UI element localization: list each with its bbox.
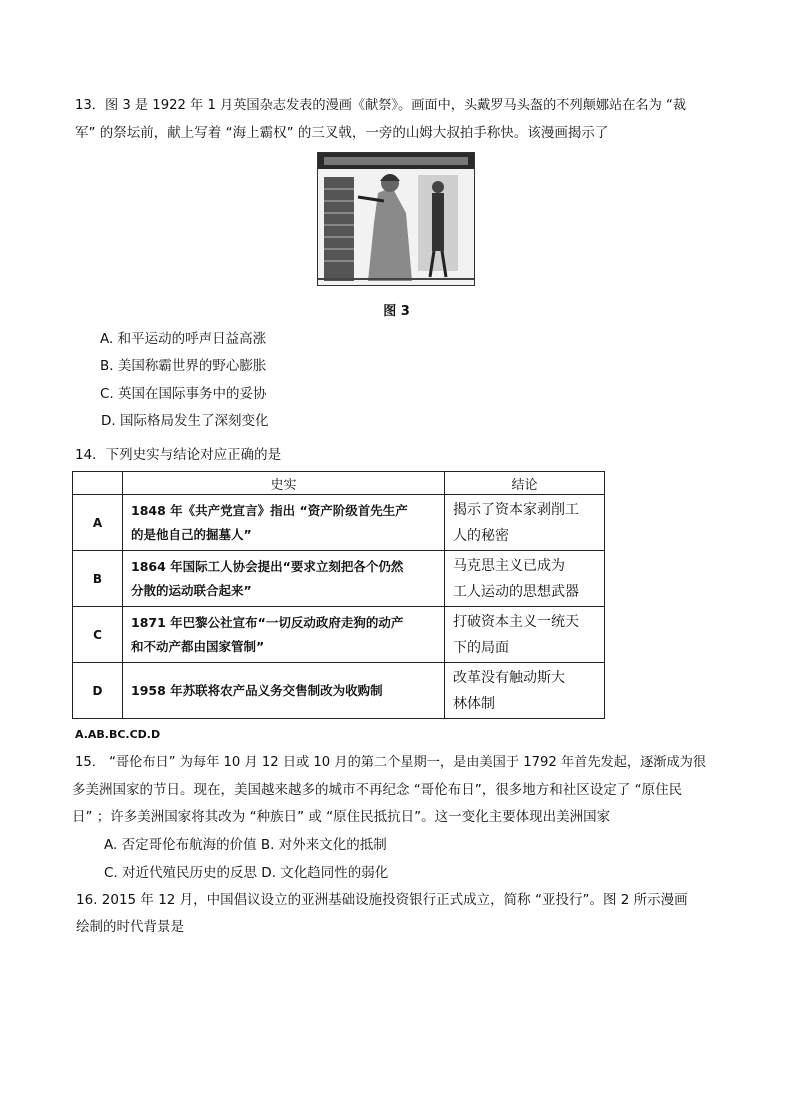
q15-stem-line-3: 日” ；许多美洲国家将其改为 “种族日” 或 “原住民抵抗日”。这一变化主要体现出美洲国家 xyxy=(72,809,611,825)
header-fact: 史实 xyxy=(123,472,445,495)
row-conclusion-line-1: 马克思主义已成为 xyxy=(453,557,565,574)
facts-table xyxy=(72,471,605,719)
row-fact-line-2: 分散的运动联合起来” xyxy=(131,582,252,598)
cartoon-drawing xyxy=(318,153,474,285)
table-row xyxy=(73,495,605,551)
cartoon-illustration xyxy=(317,152,475,286)
header-blank xyxy=(73,472,123,495)
figure-caption: 图 3 xyxy=(383,304,410,319)
row-fact-line-2: 和不动产都由国家管制” xyxy=(131,638,265,654)
row-fact xyxy=(123,551,445,607)
row-option: D xyxy=(73,663,123,719)
q14-answers: A.AB.BC.CD.D xyxy=(75,728,161,741)
row-option: B xyxy=(73,551,123,607)
row-conclusion-line-1: 改革没有触动斯大 xyxy=(453,669,565,686)
q13-option-c: C. 英国在国际事务中的妥协 xyxy=(100,386,267,402)
row-fact-line-1: 1871 年巴黎公社宣布“一切反动政府走狗的动产 xyxy=(131,614,404,630)
row-conclusion-line-2: 下的局面 xyxy=(453,639,509,656)
row-conclusion xyxy=(445,551,605,607)
row-conclusion-line-1: 揭示了资本家剥削工 xyxy=(453,501,579,518)
row-conclusion-line-2: 人的秘密 xyxy=(453,527,509,544)
q13-stem-line-2: 军” 的祭坛前，献上写着 “海上霸权” 的三叉戟，一旁的山姆大叔拍手称快。该漫画揭示了 xyxy=(75,125,609,141)
row-conclusion-line-2: 林体制 xyxy=(453,695,495,712)
table-row xyxy=(73,607,605,663)
q15-stem-line-1: 15． “哥伦布日” 为每年 10 月 12 日或 10 月的第二个星期一，是由美国于 1792 年首先发起，逐渐成为很 xyxy=(75,755,707,770)
row-conclusion-line-2: 工人运动的思想武器 xyxy=(453,583,579,600)
row-fact-line-2: 的是他自己的掘墓人” xyxy=(131,526,252,542)
q13-option-b: B. 美国称霸世界的野心膨胀 xyxy=(100,358,267,374)
row-fact xyxy=(123,663,445,719)
row-fact xyxy=(123,495,445,551)
header-conclusion: 结论 xyxy=(445,472,605,495)
row-conclusion xyxy=(445,495,605,551)
q16-stem-line-2: 绘制的时代背景是 xyxy=(76,919,184,935)
q16-stem-line-1: 16. 2015 年 12 月，中国倡议设立的亚洲基础设施投资银行正式成立，简称 “亚投行”。图 2 所示漫画 xyxy=(76,892,688,908)
table-header-row xyxy=(73,472,605,495)
row-option: C xyxy=(73,607,123,663)
row-conclusion-line-1: 打破资本主义一统天 xyxy=(453,613,579,630)
q15-options-ab: A. 否定哥伦布航海的价值 B. 对外来文化的抵制 xyxy=(104,837,387,853)
q14-stem: 14．下列史实与结论对应正确的是 xyxy=(75,447,282,463)
q13-option-d: D. 国际格局发生了深刻变化 xyxy=(101,413,269,429)
table-row xyxy=(73,551,605,607)
row-fact-line-1: 1958 年苏联将农产品义务交售制改为收购制 xyxy=(131,682,383,698)
row-fact-line-1: 1864 年国际工人协会提出“要求立刻把各个仍然 xyxy=(131,558,404,574)
row-conclusion xyxy=(445,663,605,719)
q13-stem-line-1: 13．图 3 是 1922 年 1 月英国杂志发表的漫画《献祭》。画面中，头戴罗马头盔的不列颠娜站在名为 “裁 xyxy=(75,98,687,113)
row-fact-line-1: 1848 年《共产党宣言》指出 “资产阶级首先生产 xyxy=(131,502,408,518)
q15-options-cd: C. 对近代殖民历史的反思 D. 文化趋同性的弱化 xyxy=(104,865,389,881)
row-conclusion xyxy=(445,607,605,663)
row-option: A xyxy=(73,495,123,551)
table-row xyxy=(73,663,605,719)
row-fact xyxy=(123,607,445,663)
q15-stem-line-2: 多美洲国家的节日。现在，美国越来越多的城市不再纪念 “哥伦布日”，很多地方和社区设定了 “原住民 xyxy=(72,782,683,798)
q13-option-a: A. 和平运动的呼声日益高涨 xyxy=(100,331,267,347)
